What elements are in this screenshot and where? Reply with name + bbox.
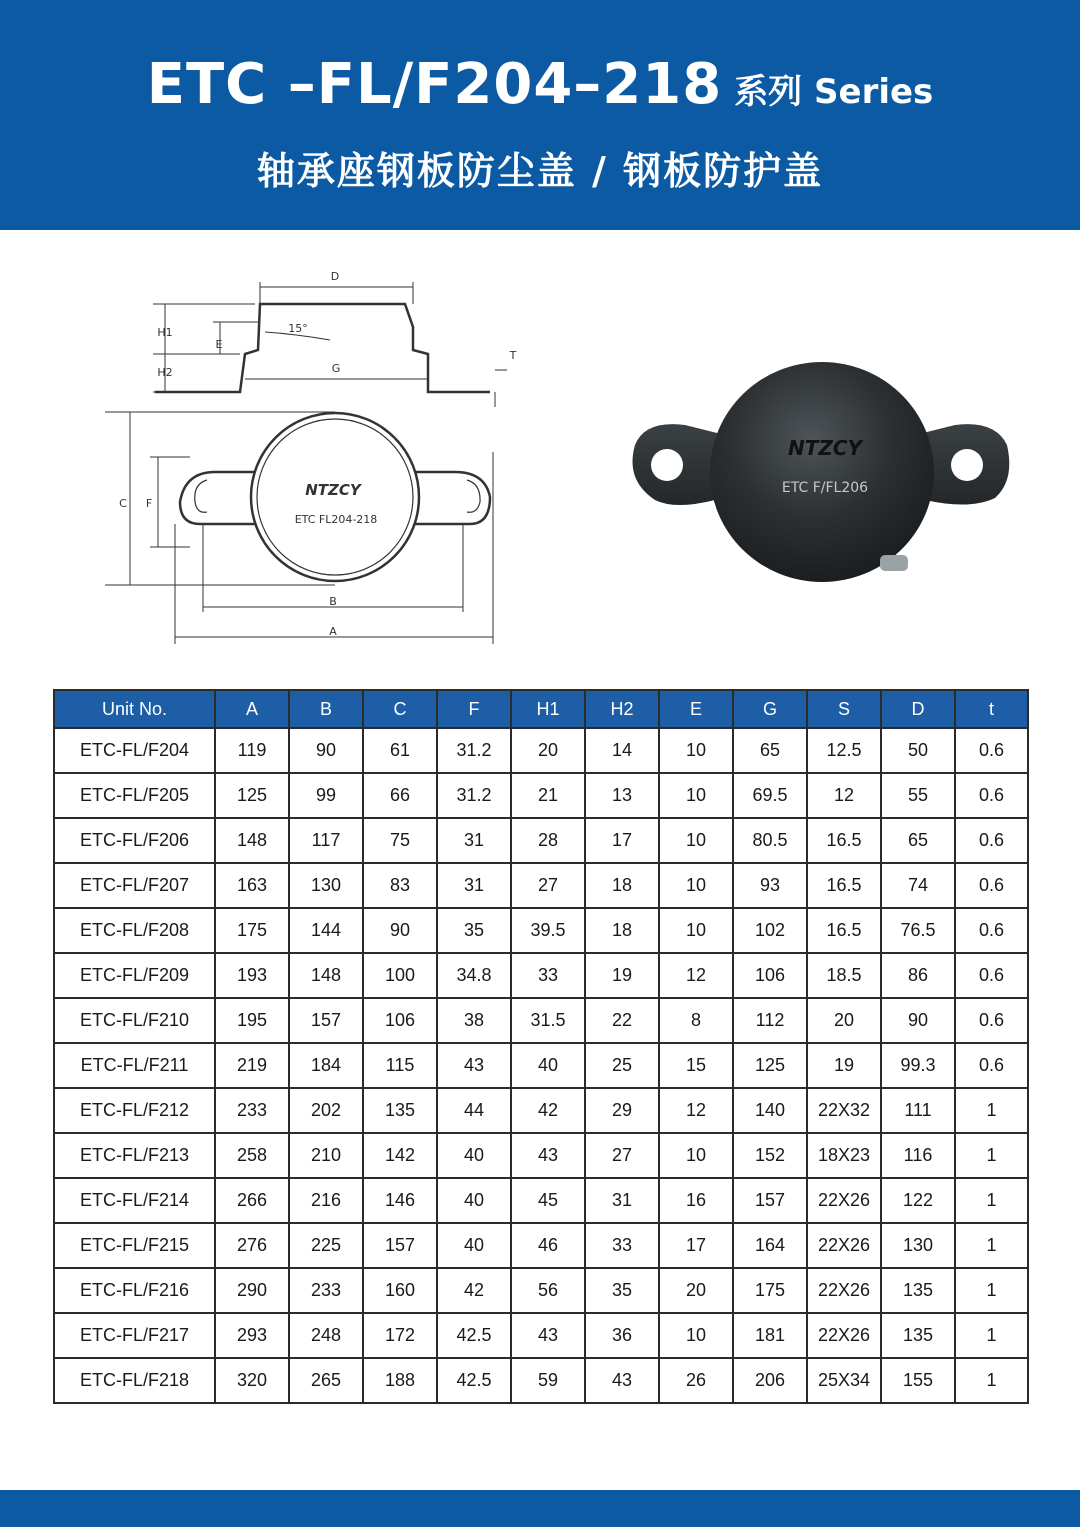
header-D: D	[881, 690, 955, 728]
table-cell: 66	[363, 773, 437, 818]
table-cell: 90	[363, 908, 437, 953]
table-cell: 18	[585, 863, 659, 908]
label-H1: H1	[157, 326, 173, 339]
table-row	[54, 728, 1028, 773]
table-cell: 140	[733, 1088, 807, 1133]
table-cell: 12	[659, 1088, 733, 1133]
table-row	[54, 998, 1028, 1043]
table-cell: 29	[585, 1088, 659, 1133]
table-cell: 75	[363, 818, 437, 863]
table-cell: 225	[289, 1223, 363, 1268]
table-cell: 42.5	[437, 1358, 511, 1403]
table-cell: 0.6	[955, 863, 1028, 908]
table-cell: 195	[215, 998, 289, 1043]
table-cell: 142	[363, 1133, 437, 1178]
table-body	[54, 728, 1028, 1403]
unit-number-cell: ETC-FL/F205	[54, 773, 215, 818]
table-cell: 27	[585, 1133, 659, 1178]
title-series-suffix: 系列 Series	[734, 72, 934, 112]
unit-number-cell: ETC-FL/F212	[54, 1088, 215, 1133]
table-cell: 135	[363, 1088, 437, 1133]
table-cell: 119	[215, 728, 289, 773]
table-row	[54, 908, 1028, 953]
table-cell: 202	[289, 1088, 363, 1133]
table-cell: 122	[881, 1178, 955, 1223]
header-t: t	[955, 690, 1028, 728]
table-cell: 18X23	[807, 1133, 881, 1178]
table-cell: 28	[511, 818, 585, 863]
right-bolt-hole	[951, 449, 983, 481]
table-cell: 46	[511, 1223, 585, 1268]
label-G: G	[331, 362, 341, 375]
drawing-model-text: ETC FL204-218	[294, 513, 378, 526]
table-row	[54, 773, 1028, 818]
label-angle: 15°	[288, 322, 308, 335]
table-cell: 16.5	[807, 863, 881, 908]
table-cell: 17	[585, 818, 659, 863]
table-cell: 148	[215, 818, 289, 863]
unit-number-cell: ETC-FL/F217	[54, 1313, 215, 1358]
table-cell: 0.6	[955, 773, 1028, 818]
table-cell: 160	[363, 1268, 437, 1313]
table-cell: 35	[585, 1268, 659, 1313]
page-title: ETC –FL/F204–218	[146, 52, 723, 117]
table-cell: 125	[215, 773, 289, 818]
table-cell: 100	[363, 953, 437, 998]
table-cell: 125	[733, 1043, 807, 1088]
table-cell: 233	[289, 1268, 363, 1313]
header-banner	[0, 0, 1080, 230]
left-bolt-hole	[651, 449, 683, 481]
table-cell: 61	[363, 728, 437, 773]
table-cell: 1	[955, 1223, 1028, 1268]
header-unit-no: Unit No.	[54, 690, 215, 728]
unit-number-cell: ETC-FL/F207	[54, 863, 215, 908]
table-cell: 1	[955, 1358, 1028, 1403]
table-cell: 42	[437, 1268, 511, 1313]
unit-number-cell: ETC-FL/F204	[54, 728, 215, 773]
table-cell: 40	[437, 1178, 511, 1223]
table-cell: 43	[437, 1043, 511, 1088]
table-cell: 152	[733, 1133, 807, 1178]
table-row	[54, 863, 1028, 908]
table-cell: 266	[215, 1178, 289, 1223]
table-cell: 112	[733, 998, 807, 1043]
table-cell: 233	[215, 1088, 289, 1133]
table-header-row	[54, 690, 1028, 728]
table-cell: 12.5	[807, 728, 881, 773]
table-cell: 42.5	[437, 1313, 511, 1358]
table-row	[54, 1178, 1028, 1223]
table-cell: 276	[215, 1223, 289, 1268]
unit-number-cell: ETC-FL/F211	[54, 1043, 215, 1088]
dome-cover	[710, 362, 934, 582]
label-B: B	[329, 595, 337, 608]
table-cell: 56	[511, 1268, 585, 1313]
table-cell: 99	[289, 773, 363, 818]
header-B: B	[289, 690, 363, 728]
table-cell: 83	[363, 863, 437, 908]
table-cell: 193	[215, 953, 289, 998]
table-cell: 43	[511, 1313, 585, 1358]
header-H1: H1	[511, 690, 585, 728]
table-cell: 35	[437, 908, 511, 953]
table-cell: 22X26	[807, 1268, 881, 1313]
table-cell: 1	[955, 1268, 1028, 1313]
table-cell: 135	[881, 1268, 955, 1313]
table-cell: 93	[733, 863, 807, 908]
unit-number-cell: ETC-FL/F210	[54, 998, 215, 1043]
table-cell: 117	[289, 818, 363, 863]
unit-number-cell: ETC-FL/F213	[54, 1133, 215, 1178]
grease-fitting	[880, 555, 908, 571]
table-cell: 31	[437, 818, 511, 863]
table-row	[54, 1133, 1028, 1178]
header-F: F	[437, 690, 511, 728]
table-row	[54, 953, 1028, 998]
table-cell: 43	[585, 1358, 659, 1403]
table-cell: 188	[363, 1358, 437, 1403]
table-cell: 31.5	[511, 998, 585, 1043]
table-cell: 55	[881, 773, 955, 818]
unit-number-cell: ETC-FL/F215	[54, 1223, 215, 1268]
table-cell: 10	[659, 1313, 733, 1358]
table-cell: 20	[807, 998, 881, 1043]
table-cell: 157	[733, 1178, 807, 1223]
table-cell: 10	[659, 818, 733, 863]
footer-bar	[0, 1490, 1080, 1527]
table-cell: 19	[585, 953, 659, 998]
label-E: E	[215, 338, 223, 351]
table-cell: 155	[881, 1358, 955, 1403]
table-cell: 10	[659, 773, 733, 818]
table-row	[54, 1358, 1028, 1403]
product-photo	[615, 350, 1025, 600]
table-cell: 12	[659, 953, 733, 998]
table-cell: 26	[659, 1358, 733, 1403]
table-cell: 22X26	[807, 1223, 881, 1268]
table-cell: 111	[881, 1088, 955, 1133]
photo-model-text: ETC F/FL206	[781, 480, 869, 496]
technical-drawing	[95, 262, 535, 652]
table-cell: 1	[955, 1178, 1028, 1223]
title-line	[0, 52, 1080, 117]
specification-table	[53, 689, 1029, 1404]
table-cell: 172	[363, 1313, 437, 1358]
header-S: S	[807, 690, 881, 728]
table-cell: 19	[807, 1043, 881, 1088]
table-cell: 18	[585, 908, 659, 953]
table-cell: 31	[437, 863, 511, 908]
table-cell: 0.6	[955, 908, 1028, 953]
table-cell: 10	[659, 728, 733, 773]
table-cell: 76.5	[881, 908, 955, 953]
table-cell: 25X34	[807, 1358, 881, 1403]
table-cell: 1	[955, 1133, 1028, 1178]
table-cell: 33	[585, 1223, 659, 1268]
table-row	[54, 1088, 1028, 1133]
table-cell: 184	[289, 1043, 363, 1088]
table-cell: 164	[733, 1223, 807, 1268]
table-cell: 13	[585, 773, 659, 818]
table-cell: 10	[659, 1133, 733, 1178]
table-cell: 80.5	[733, 818, 807, 863]
table-cell: 10	[659, 863, 733, 908]
label-D: D	[330, 270, 340, 283]
table-cell: 130	[881, 1223, 955, 1268]
table-cell: 8	[659, 998, 733, 1043]
table-cell: 22X26	[807, 1313, 881, 1358]
unit-number-cell: ETC-FL/F214	[54, 1178, 215, 1223]
table-cell: 69.5	[733, 773, 807, 818]
table-cell: 0.6	[955, 998, 1028, 1043]
table-cell: 90	[881, 998, 955, 1043]
table-cell: 45	[511, 1178, 585, 1223]
table-cell: 16.5	[807, 818, 881, 863]
table-cell: 290	[215, 1268, 289, 1313]
table-cell: 10	[659, 908, 733, 953]
table-cell: 219	[215, 1043, 289, 1088]
table-cell: 248	[289, 1313, 363, 1358]
table-cell: 65	[881, 818, 955, 863]
table-cell: 22X32	[807, 1088, 881, 1133]
header-E: E	[659, 690, 733, 728]
table-cell: 293	[215, 1313, 289, 1358]
table-cell: 31.2	[437, 728, 511, 773]
table-cell: 258	[215, 1133, 289, 1178]
table-cell: 25	[585, 1043, 659, 1088]
table-cell: 175	[215, 908, 289, 953]
label-A: A	[329, 625, 337, 638]
table-cell: 115	[363, 1043, 437, 1088]
table-cell: 39.5	[511, 908, 585, 953]
table-cell: 102	[733, 908, 807, 953]
table-cell: 44	[437, 1088, 511, 1133]
label-C: C	[119, 497, 127, 510]
table-cell: 22	[585, 998, 659, 1043]
table-cell: 106	[733, 953, 807, 998]
table-cell: 74	[881, 863, 955, 908]
table-cell: 1	[955, 1313, 1028, 1358]
table-cell: 36	[585, 1313, 659, 1358]
table-cell: 163	[215, 863, 289, 908]
table-cell: 106	[363, 998, 437, 1043]
table-cell: 18.5	[807, 953, 881, 998]
table-cell: 265	[289, 1358, 363, 1403]
table-cell: 206	[733, 1358, 807, 1403]
photo-brand-logo: NTZCY	[787, 436, 863, 460]
table-cell: 40	[437, 1223, 511, 1268]
label-H2: H2	[157, 366, 173, 379]
unit-number-cell: ETC-FL/F209	[54, 953, 215, 998]
table-cell: 42	[511, 1088, 585, 1133]
table-cell: 148	[289, 953, 363, 998]
table-cell: 27	[511, 863, 585, 908]
unit-number-cell: ETC-FL/F218	[54, 1358, 215, 1403]
table-cell: 116	[881, 1133, 955, 1178]
table-cell: 157	[289, 998, 363, 1043]
table-cell: 65	[733, 728, 807, 773]
table-cell: 0.6	[955, 818, 1028, 863]
table-cell: 38	[437, 998, 511, 1043]
table-cell: 16.5	[807, 908, 881, 953]
table-cell: 50	[881, 728, 955, 773]
table-cell: 16	[659, 1178, 733, 1223]
table-cell: 0.6	[955, 1043, 1028, 1088]
table-row	[54, 1223, 1028, 1268]
unit-number-cell: ETC-FL/F216	[54, 1268, 215, 1313]
table-cell: 146	[363, 1178, 437, 1223]
table-cell: 320	[215, 1358, 289, 1403]
unit-number-cell: ETC-FL/F208	[54, 908, 215, 953]
table-cell: 31	[585, 1178, 659, 1223]
table-cell: 86	[881, 953, 955, 998]
page-subtitle: 轴承座钢板防尘盖 / 钢板防护盖	[256, 149, 824, 193]
table-cell: 22X26	[807, 1178, 881, 1223]
table-cell: 99.3	[881, 1043, 955, 1088]
table-cell: 135	[881, 1313, 955, 1358]
table-cell: 0.6	[955, 953, 1028, 998]
table-cell: 144	[289, 908, 363, 953]
table-cell: 157	[363, 1223, 437, 1268]
table-cell: 40	[437, 1133, 511, 1178]
header-C: C	[363, 690, 437, 728]
label-F: F	[145, 497, 153, 510]
table-cell: 20	[511, 728, 585, 773]
table-cell: 90	[289, 728, 363, 773]
table-cell: 216	[289, 1178, 363, 1223]
table-cell: 175	[733, 1268, 807, 1313]
header-A: A	[215, 690, 289, 728]
table-cell: 31.2	[437, 773, 511, 818]
table-cell: 210	[289, 1133, 363, 1178]
table-cell: 0.6	[955, 728, 1028, 773]
table-cell: 17	[659, 1223, 733, 1268]
table-cell: 14	[585, 728, 659, 773]
table-cell: 21	[511, 773, 585, 818]
header-G: G	[733, 690, 807, 728]
drawing-brand-logo: NTZCY	[305, 481, 361, 499]
table-row	[54, 1043, 1028, 1088]
table-cell: 20	[659, 1268, 733, 1313]
unit-number-cell: ETC-FL/F206	[54, 818, 215, 863]
table-cell: 40	[511, 1043, 585, 1088]
table-row	[54, 1313, 1028, 1358]
table-row	[54, 1268, 1028, 1313]
table-cell: 130	[289, 863, 363, 908]
header-H2: H2	[585, 690, 659, 728]
label-T: T	[509, 349, 517, 362]
table-cell: 59	[511, 1358, 585, 1403]
table-cell: 43	[511, 1133, 585, 1178]
table-row	[54, 818, 1028, 863]
table-cell: 34.8	[437, 953, 511, 998]
table-cell: 181	[733, 1313, 807, 1358]
table-cell: 1	[955, 1088, 1028, 1133]
table-cell: 15	[659, 1043, 733, 1088]
table-cell: 12	[807, 773, 881, 818]
table-cell: 33	[511, 953, 585, 998]
